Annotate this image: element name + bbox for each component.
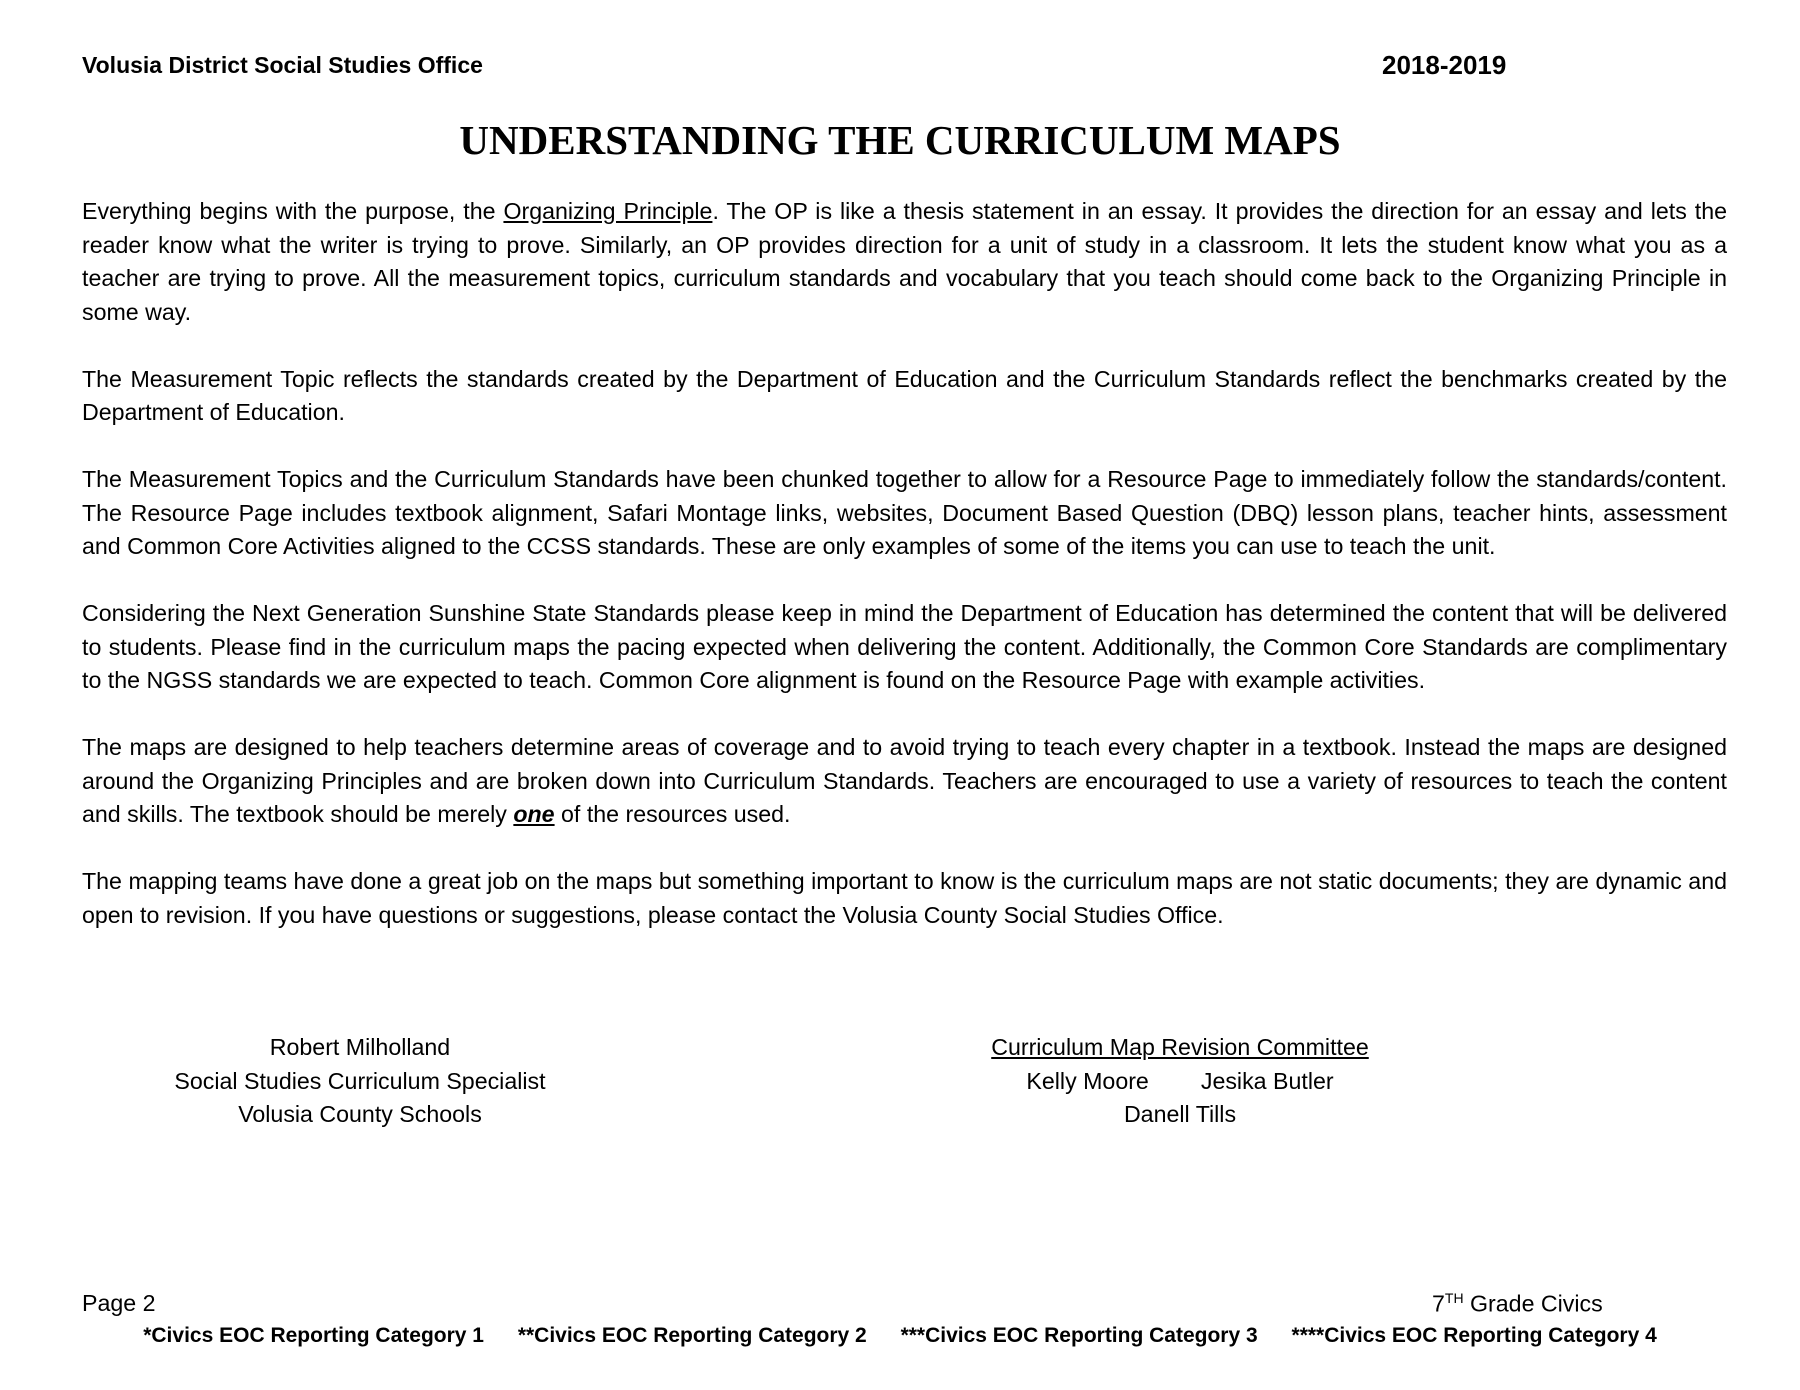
paragraph-map-design	[82, 731, 1727, 832]
signer-org: Volusia County Schools	[238, 1101, 482, 1127]
paragraph-ngsss: Considering the Next Generation Sunshine State Standards please keep in mind the Department of Education has determined the content that will be delivered to students. Please find in the curriculum maps the pacing expected when delivering the content. Additionally, the Common Core Standards are complimentary to the NGSS standards we are expected to teach. Common Core alignment is found on the Resource Page with example activities.	[82, 600, 1727, 693]
paragraph-measurement-topic: The Measurement Topic reflects the standards created by the Department of Education and the Curriculum Standards reflect the benchmarks created by the Department of Education.	[82, 365, 1727, 425]
course-name: Grade Civics	[1463, 1290, 1603, 1317]
signature-block	[140, 1031, 580, 1132]
page-number: Page 2	[82, 1290, 156, 1316]
paragraph-text: The maps are designed to help teachers determine areas of coverage and to avoid trying to teach every chapter in a textbook. Instead the maps are designed around the Organizing Principles and are broken down into Curriculum Standards. Teachers are encouraged to use a variety of resources to teach the content and skills. The textbook should be merely	[82, 734, 1727, 827]
emphasis-one: one	[513, 801, 555, 827]
paragraph-text: . The OP is like a thesis statement in an essay. It provides the direction for an essay and lets the reader know what the writer is trying to prove. Similarly, an OP provides direction for a unit of study in a classroom. It lets the student know what you as a teacher are trying to prove. All the measurement topics, curriculum standards and vocabulary that you teach should come back to the Organizing Principle in some way.	[82, 198, 1727, 325]
grade-suffix: TH	[1444, 1290, 1464, 1306]
paragraph-revision: The mapping teams have done a great job on the maps but something important to know is the curriculum maps are not static documents; they are dynamic and open to revision. If you have questions or suggestions, please contact the Volusia County Social Studies Office.	[82, 868, 1727, 928]
school-year: 2018-2019	[1382, 50, 1507, 80]
reporting-category: **Civics EOC Reporting Category 2	[517, 1324, 867, 1347]
signer-name: Robert Milholland	[269, 1034, 451, 1060]
reporting-category: ***Civics EOC Reporting Category 3	[900, 1324, 1258, 1347]
organizing-principle-term: Organizing Principle	[503, 198, 713, 224]
paragraph-resource-page: The Measurement Topics and the Curriculum Standards have been chunked together to allow for a Resource Page to immediately follow the standards/content. The Resource Page includes textbook alignment, Safari Montage links, websites, Document Based Question (DBQ) lesson plans, teacher hints, assessment and Common Core Activities aligned to the CCSS standards. These are only examples of some of the items you can use to teach the unit.	[82, 466, 1727, 559]
paragraph-text: Everything begins with the purpose, the	[82, 198, 504, 224]
committee-members-row	[900, 1065, 1460, 1099]
committee-member: Kelly Moore	[1026, 1067, 1149, 1094]
committee-block	[900, 1031, 1460, 1132]
paragraph-organizing-principle	[82, 195, 1727, 329]
committee-heading: Curriculum Map Revision Committee	[991, 1034, 1369, 1060]
office-name: Volusia District Social Studies Office	[82, 52, 483, 78]
signer-role: Social Studies Curriculum Specialist	[174, 1067, 546, 1094]
reporting-category: ****Civics EOC Reporting Category 4	[1291, 1324, 1657, 1347]
document-body	[82, 195, 1727, 966]
page-title: UNDERSTANDING THE CURRICULUM MAPS	[459, 117, 1341, 163]
committee-member: Jesika Butler	[1200, 1067, 1334, 1094]
grade-number: 7	[1432, 1290, 1445, 1317]
reporting-categories	[0, 1324, 1800, 1348]
committee-member: Danell Tills	[1123, 1101, 1237, 1127]
course-label	[1432, 1290, 1603, 1318]
reporting-category: *Civics EOC Reporting Category 1	[143, 1324, 484, 1347]
paragraph-text: of the resources used.	[554, 801, 791, 827]
